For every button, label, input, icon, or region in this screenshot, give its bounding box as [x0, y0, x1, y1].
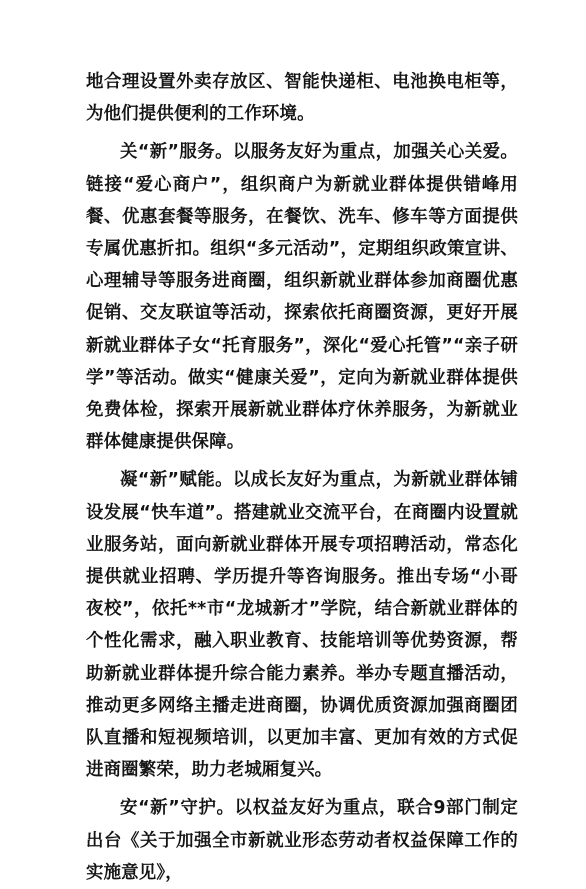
paragraph-workplace-environment: 地合理设置外卖存放区、智能快递柜、电池换电柜等，为他们提供便利的工作环境。 — [86, 72, 518, 125]
paragraph-care-service: 关“新”服务。以服务友好为重点，加强关心关爱。链接“爱心商户”，组织商户为新就业群体提供错峰用餐、优惠套餐等服务，在餐饮、洗车、修车等方面提供专属优惠折扣。组织“多元活动”，定期组织政策宣讲、心理辅导等服务进商圈，组织新就业群体参加商圈优惠促销、交友联谊等活动，探索依托商圈资源，更好开展新就业群体子女“托育服务”，深化“爱心托管”“亲子研学”等活动。做实“健康关爱”，定向为新就业群体提供免费体检，探索开展新就业群体疗休养服务，为新就业群体健康提供保障。 — [86, 142, 518, 453]
document-page — [86, 66, 518, 889]
paragraph-empowerment: 凝“新”赋能。以成长友好为重点，为新就业群体铺设发展“快车道”。搭建就业交流平台，在商圈内设置就业服务站，面向新就业群体开展专项招聘活动，常态化提供就业招聘、学历提升等咨询服务。推出专场“小哥夜校”，依托**市“龙城新才”学院，结合新就业群体的个性化需求，融入职业教育、技能培训等优势资源，帮助新就业群体提升综合能力素养。举办专题直播活动，推动更多网络主播走进商圈，协调优质资源加强商圈团队直播和短视频培训，以更加丰富、更加有效的方式促进商圈繁荣，助力老城厢复兴。 — [86, 470, 518, 781]
paragraph-rights-protection: 安“新”守护。以权益友好为重点，联合9部门制定出台《关于加强全市新就业形态劳动者权益保障工作的实施意见》， — [86, 798, 518, 883]
